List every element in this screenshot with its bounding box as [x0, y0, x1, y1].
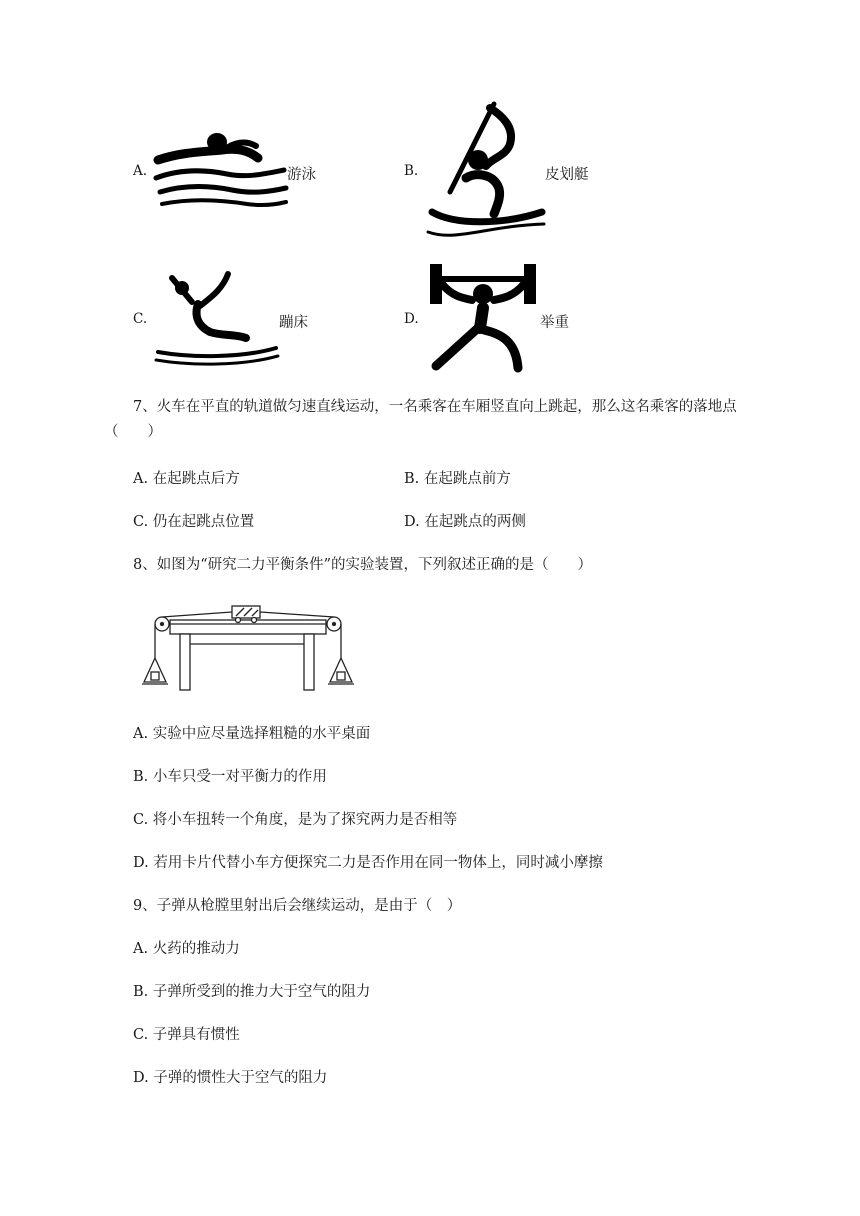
q7-option-a: A. 在起跳点后方: [133, 471, 240, 487]
q8-stem: 8、如图为“研究二力平衡条件”的实验装置，下列叙述正确的是（ ）: [133, 557, 593, 573]
q6-option-c-letter: C.: [133, 311, 148, 327]
q7-option-d: D. 在起跳点的两侧: [404, 514, 526, 530]
weightlifting-icon: [428, 262, 538, 374]
balance-apparatus-figure: [140, 600, 356, 692]
q7-stem-line2: （ ）: [104, 424, 162, 440]
q7-option-c: C. 仍在起跳点位置: [133, 514, 255, 530]
q8-option-b: B. 小车只受一对平衡力的作用: [133, 769, 327, 785]
q9-option-d: D. 子弹的惯性大于空气的阻力: [133, 1070, 328, 1086]
q6-option-b-letter: B.: [404, 163, 419, 179]
q6-option-c-label: 蹦床: [279, 315, 308, 331]
q6-option-a-label: 游泳: [287, 167, 316, 183]
swimming-icon: [152, 128, 287, 210]
q9-option-b: B. 子弹所受到的推力大于空气的阻力: [133, 984, 371, 1000]
q7-option-b: B. 在起跳点前方: [404, 471, 511, 487]
q8-option-a: A. 实验中应尽量选择粗糙的水平桌面: [133, 726, 371, 742]
q9-option-a: A. 火药的推动力: [133, 941, 240, 957]
trampoline-icon: [152, 268, 280, 366]
q9-option-c: C. 子弹具有惯性: [133, 1027, 240, 1043]
q6-option-b-label: 皮划艇: [545, 167, 589, 183]
q6-option-a-letter: A.: [133, 163, 148, 179]
q8-option-c: C. 将小车扭转一个角度，是为了探究两力是否相等: [133, 812, 458, 828]
q9-stem: 9、子弹从枪膛里射出后会继续运动，是由于（ ）: [133, 898, 462, 914]
q7-stem-line1: 7、火车在平直的轨道做匀速直线运动，一名乘客在车厢竖直向上跳起，那么这名乘客的落地点: [133, 399, 737, 415]
q8-option-d: D. 若用卡片代替小车方便探究二力是否作用在同一物体上，同时减小摩擦: [133, 855, 603, 871]
canoe-icon: [426, 100, 548, 242]
q6-option-d-letter: D.: [404, 311, 419, 327]
q6-option-d-label: 举重: [540, 315, 569, 331]
